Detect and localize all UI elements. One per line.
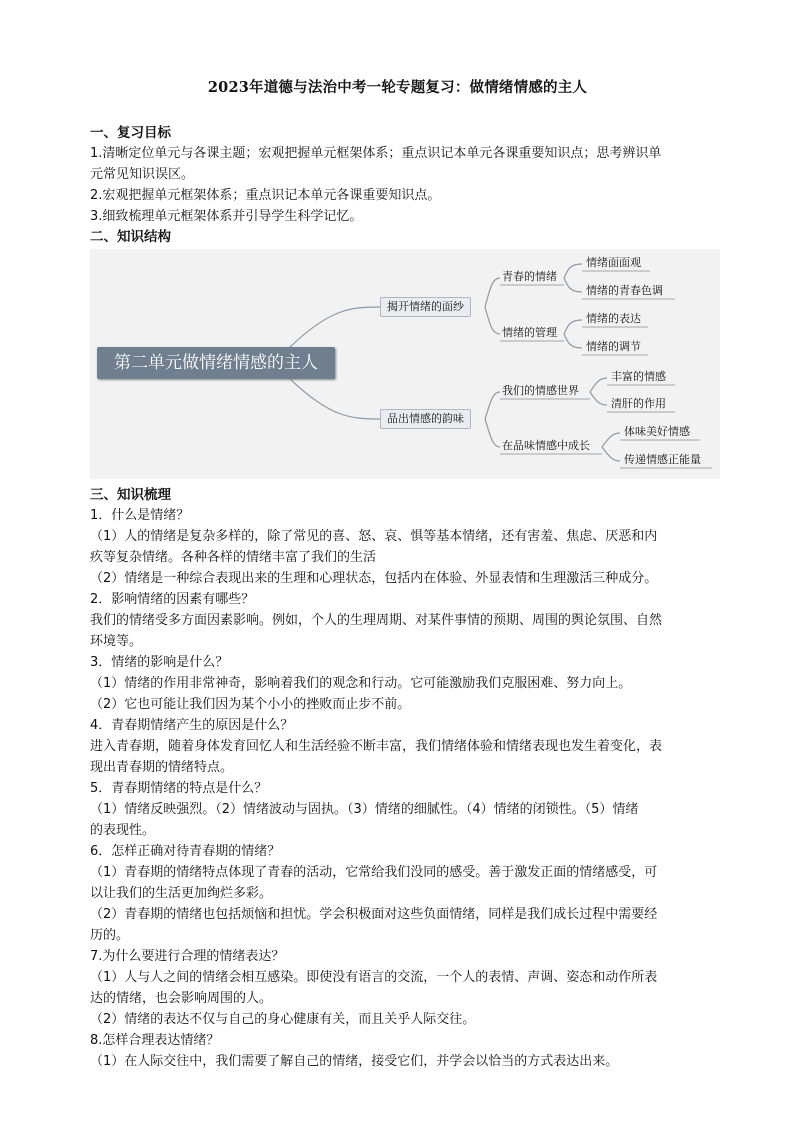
paragraph-line: 现出青春期的情绪特点。 xyxy=(90,760,234,775)
mind-map-leaf: 情绪面面观 xyxy=(586,256,641,269)
paragraph-line: （1）青春期的情绪特点体现了青春的活动，它常给我们没同的感受。善于激发正面的情绪感受，可 xyxy=(90,865,658,880)
paragraph-line: 1.清晰定位单元与各课主题；宏观把握单元框架体系；重点识记本单元各课重要知识点；思考辨识单 xyxy=(90,146,662,161)
paragraph-line: （1）在人际交往中，我们需要了解自己的情绪，接受它们，并学会以恰当的方式表达出来。 xyxy=(90,1054,619,1069)
paragraph-line: 疚等复杂情绪。各种各样的情绪丰富了我们的生活 xyxy=(90,550,377,565)
paragraph-line: 的表现性。 xyxy=(90,823,156,838)
mind-map-leaf: 体味美好情感 xyxy=(624,425,690,438)
question-heading: 1．什么是情绪？ xyxy=(90,508,190,523)
mind-map-leaf: 情绪的青春色调 xyxy=(586,284,663,297)
mind-map-subtopic: 我们的情感世界 xyxy=(502,384,579,397)
mind-map-branch: 揭开情绪的面纱 xyxy=(380,297,471,317)
paragraph-line: 以让我们的生活更加绚烂多彩。 xyxy=(90,886,273,901)
paragraph-line: 进入青春期，随着身体发育回忆人和生活经验不断丰富，我们情绪体验和情绪表现也发生着变化，表 xyxy=(90,739,663,754)
paragraph-line: （1）人与人之间的情绪会相互感染。即使没有语言的交流，一个人的表情、声调、姿态和动作所表 xyxy=(90,970,658,985)
question-heading: 5．青春期情绪的特点是什么？ xyxy=(90,781,268,796)
question-heading: 2．影响情绪的因素有哪些？ xyxy=(90,592,255,607)
mind-map-subtopic: 在品味情感中成长 xyxy=(502,439,590,452)
paragraph-line: 环境等。 xyxy=(90,634,143,649)
document-page xyxy=(90,70,705,1072)
paragraph-line: （1）情绪的作用非常神奇，影响着我们的观念和行动。它可能激励我们克服困难、努力向上。 xyxy=(90,676,632,691)
mind-map-subtopic: 青春的情绪 xyxy=(502,270,557,283)
mind-map-diagram xyxy=(90,249,720,479)
question-heading: 4．青春期情绪产生的原因是什么？ xyxy=(90,718,294,733)
paragraph-line: 历的。 xyxy=(90,928,130,943)
paragraph-line: （1）情绪反映强烈。（2）情绪波动与固执。（3）情绪的细腻性。（4）情绪的闭锁性。（5）情绪 xyxy=(90,802,639,817)
section-heading-knowledge-structure: 二、知识结构 xyxy=(90,229,171,245)
mind-map-branch: 品出情感的韵味 xyxy=(380,409,471,429)
paragraph-line: 3.细致梳理单元框架体系并引导学生科学记忆。 xyxy=(90,209,363,224)
question-heading: 3．情绪的影响是什么？ xyxy=(90,655,229,670)
paragraph-line: （2）青春期的情绪也包括烦恼和担忧。学会积极面对这些负面情绪，同样是我们成长过程中需要经 xyxy=(90,907,658,922)
mind-map-leaf: 传递情感正能量 xyxy=(624,453,701,466)
mind-map-leaf: 清肝的作用 xyxy=(611,397,666,410)
mind-map-central-topic: 第二单元做情绪情感的主人 xyxy=(97,347,335,379)
section-heading-knowledge-review: 三、知识梳理 xyxy=(90,487,171,503)
section-heading-review-goals: 一、复习目标 xyxy=(90,125,171,141)
paragraph-line: 我们的情绪受多方面因素影响。例如，个人的生理周期、对某件事情的预期、周围的舆论氛围、自然 xyxy=(90,613,663,628)
paragraph-line: （1）人的情绪是复杂多样的，除了常见的喜、怒、哀、惧等基本情绪，还有害羞、焦虑、厌恶和内 xyxy=(90,529,658,544)
mind-map-leaf: 丰富的情感 xyxy=(611,370,666,383)
question-heading: 7.为什么要进行合理的情绪表达？ xyxy=(90,949,285,964)
mind-map-leaf: 情绪的调节 xyxy=(586,340,641,353)
paragraph-line: 达的情绪，也会影响周围的人。 xyxy=(90,991,273,1006)
paragraph-line: （2）情绪是一种综合表现出来的生理和心理状态，包括内在体验、外显表情和生理激活三种成分。 xyxy=(90,571,658,586)
paragraph-line: （2）情绪的表达不仅与自己的身心健康有关，而且关乎人际交往。 xyxy=(90,1012,476,1027)
document-title: 2023年道德与法治中考一轮专题复习：做情绪情感的主人 xyxy=(207,79,588,96)
paragraph-line: （2）它也可能让我们因为某个小小的挫败而止步不前。 xyxy=(90,697,411,712)
question-heading: 6．怎样正确对待青春期的情绪？ xyxy=(90,844,281,859)
paragraph-line: 2.宏观把握单元框架体系；重点识记本单元各课重要知识点。 xyxy=(90,188,441,203)
mind-map-leaf: 情绪的表达 xyxy=(586,312,641,325)
mind-map-subtopic: 情绪的管理 xyxy=(502,326,557,339)
paragraph-line: 元常见知识误区。 xyxy=(90,167,195,182)
question-heading: 8.怎样合理表达情绪？ xyxy=(90,1033,220,1048)
